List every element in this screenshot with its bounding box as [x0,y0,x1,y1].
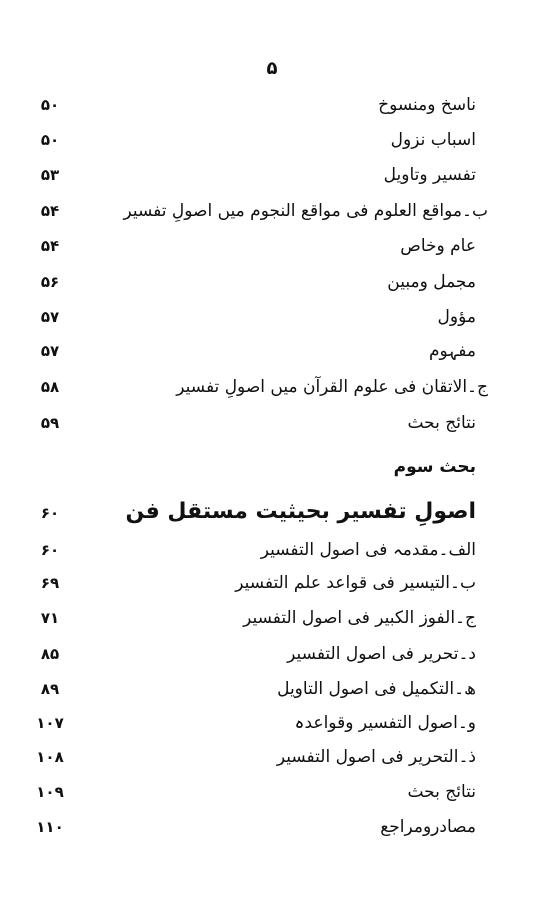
section-heading: بحث سوم [393,457,476,477]
toc-entry-page: ۵۴ [40,202,60,220]
toc-entry-page: ۱۰۸ [36,748,64,766]
toc-entry-page: ۶۹ [40,574,60,592]
toc-entry [0,334,544,368]
toc-entry-title: ج۔الاتقان فی علوم القرآن میں اصولِ تفسیر [176,377,488,397]
toc-entry-page: ۵۳ [40,166,60,184]
toc-entry-page: ۵۴ [40,237,60,255]
toc-entry-title: الف۔مقدمہ فی اصول التفسیر [260,540,476,560]
toc-entry-title: ذ۔التحریر فی اصول التفسیر [276,747,476,767]
toc-entry-title: مؤول [437,307,476,327]
toc-entry-title: ھ۔التکمیل فی اصول التاویل [277,679,476,699]
toc-entry-title: د۔تحریر فی اصول التفسیر [287,644,476,664]
toc-entry [0,300,544,334]
chapter-page: ۶۰ [40,504,60,522]
toc-entry-page: ۵۹ [40,414,60,432]
toc-entry [0,194,544,228]
toc-entry-page: ۸۵ [40,645,60,663]
toc-entry-title: ج۔الفوز الکبیر فی اصول التفسیر [243,608,476,628]
toc-entry-page: ۵۷ [40,342,60,360]
toc-entry [0,740,544,774]
page-number: ۵ [266,58,278,79]
toc-entry-title: اسباب نزول [390,130,476,150]
toc-entry-page: ۱۱۰ [36,818,64,836]
toc-entry-page: ۵۶ [40,273,60,291]
toc-entry [0,370,544,404]
toc-entry-page: ۵۰ [40,96,60,114]
toc-entry-title: عام وخاص [400,236,476,256]
toc-entry [0,88,544,122]
toc-entry-title: ب۔التیسیر فی قواعد علم التفسیر [235,573,476,593]
toc-entry-page: ۱۰۹ [36,783,64,801]
toc-entry-title: مجمل ومبین [387,272,476,292]
toc-entry-page: ۱۰۷ [36,714,64,732]
toc-entry-page: ۵۰ [40,131,60,149]
toc-entry [0,672,544,706]
toc-entry-title: ب۔مواقع العلوم فی مواقع النجوم میں اصولِ تفسیر [123,201,488,221]
toc-entry [0,601,544,635]
toc-entry-page: ۶۰ [40,541,60,559]
toc-entry-title: نتائج بحث [407,413,476,433]
chapter-title: اصولِ تفسیر بحیثیت مستقل فن [125,499,476,524]
toc-entry-page: ۵۸ [40,378,60,396]
toc-entry-page: ۸۹ [40,680,60,698]
toc-entry [0,637,544,671]
toc-entry [0,406,544,440]
toc-entry [0,810,544,844]
toc-entry [0,265,544,299]
toc-entry [0,533,544,567]
toc-entry-title: مصادرومراجع [380,817,476,837]
toc-entry-title: مفہوم [429,341,476,361]
toc-entry [0,706,544,740]
toc-entry-page: ۵۷ [40,308,60,326]
toc-entry-title: نتائج بحث [407,782,476,802]
toc-entry-title: تفسیر وتاویل [383,165,476,185]
toc-entry-title: ناسخ ومنسوخ [378,95,476,115]
toc-entry [0,775,544,809]
toc-entry [0,566,544,600]
toc-entry [0,158,544,192]
toc-entry [0,229,544,263]
toc-entry-title: و۔اصول التفسیر وقواعدہ [294,713,476,733]
toc-entry-page: ۷۱ [40,609,60,627]
toc-entry [0,123,544,157]
